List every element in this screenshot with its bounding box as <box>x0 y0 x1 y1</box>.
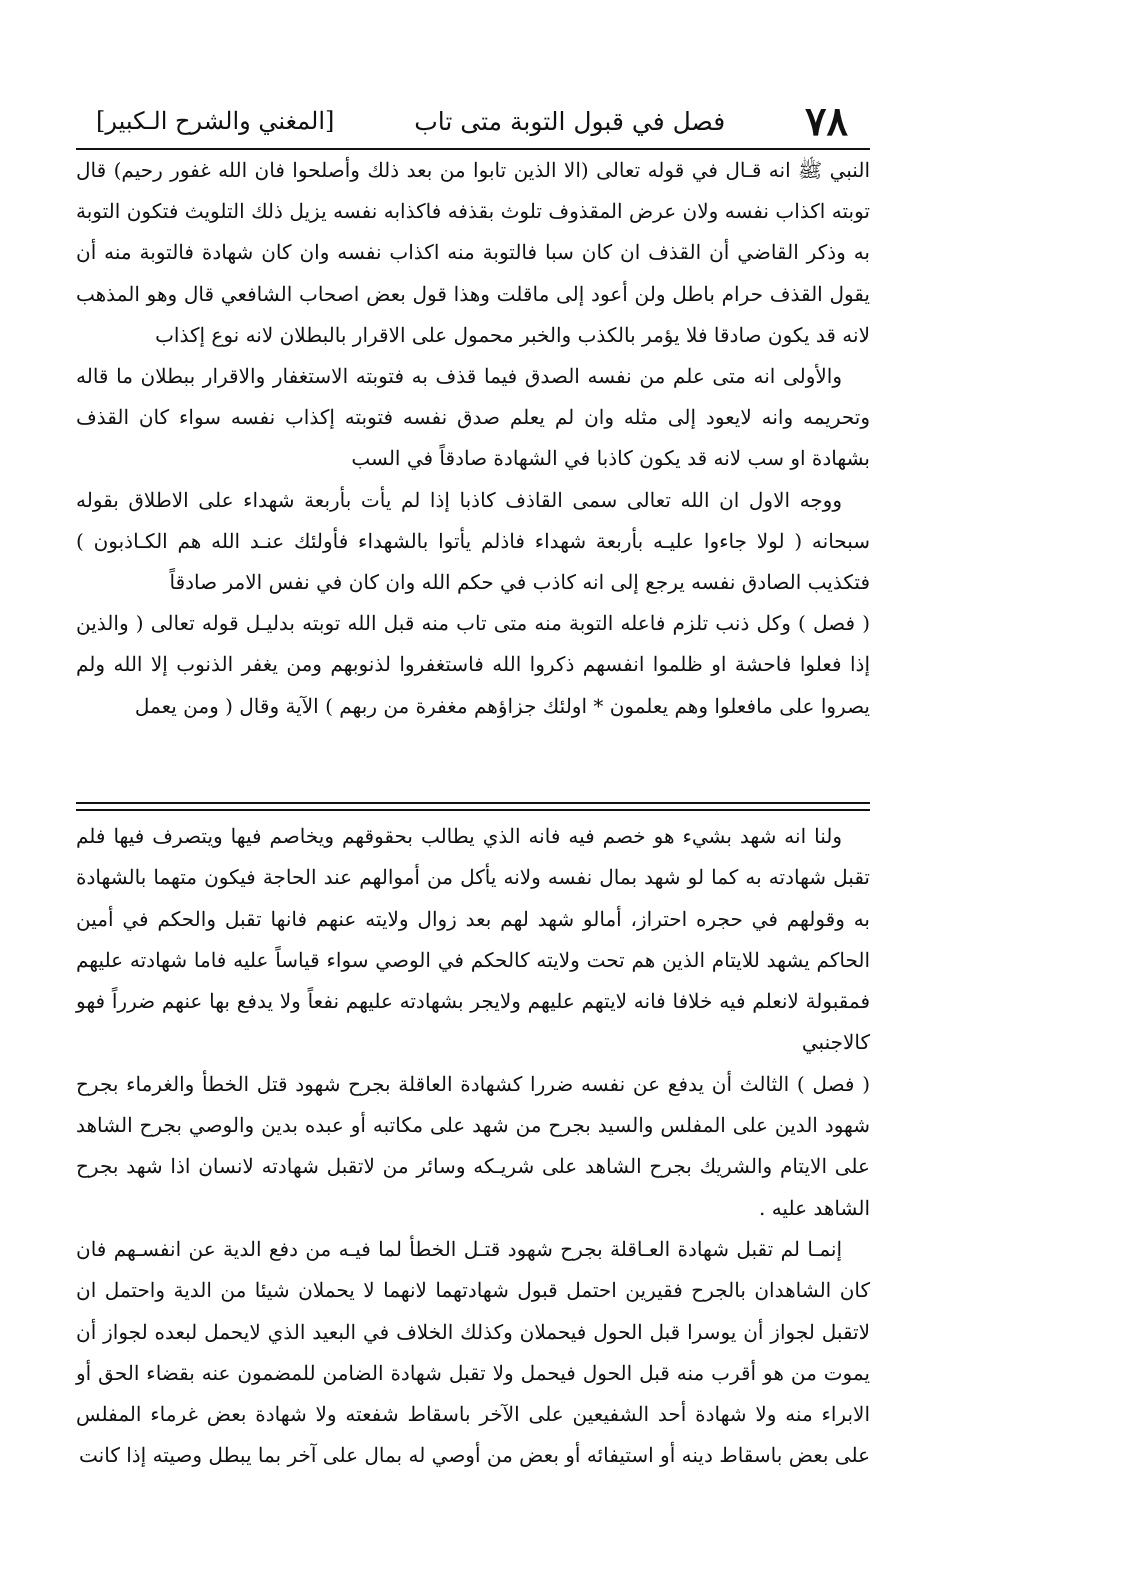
book-title: [المغني والشرح الـكبير] <box>96 107 335 135</box>
main-paragraph: النبي ﷺ انه قـال في قوله تعالى (الا الذين تابوا من بعد ذلك وأصلحوا فان الله غفور رحيم) قال توبته اكذاب نفسه ولان عرض المقذوف تلوث بقذفه فاكذابه نفسه يزيل ذلك التلويث فتكون التوبة به وذكر القاضي أن القذف ان كان سبا فالتوبة منه اكذاب نفسه وان كان شهادة فالتوبة منه أن يقول القذف حرام باطل ولن أعود إلى ماقلت وهذا قول بعض اصحاب الشافعي قال وهو المذهب لانه قد يكون صادقا فلا يؤمر بالكذب والخبر محمول على الاقرار بالبطلان لانه نوع إكذاب <box>76 158 870 347</box>
commentary-text <box>76 816 870 1477</box>
page-number: ٧٨ <box>805 97 848 145</box>
section-divider-top <box>76 802 870 804</box>
main-paragraph: والأولى انه متى علم من نفسه الصدق فيما قذف به فتوبته الاستغفار والاقرار ببطلان ما قاله وتحريمه وانه لايعود إلى مثله وان لم يعلم صدق نفسه فتوبته إكذاب نفسه سواء كان القذف بشهادة او سب لانه قد يكون كاذبا في الشهادة صادقاً في السب <box>76 364 870 471</box>
commentary-paragraph: إنمـا لم تقبل شهادة العـاقلة بجرح شهود قتـل الخطأ لما فيـه من دفع الدية عن انفسـهم فان كان الشاهدان بالجرح فقيرين احتمل قبول شهادتهما لانهما لا يحملان شيئا من الدية واحتمل ان لاتقبل لجواز أن يوسرا قبل الحول فيحملان وكذلك الخلاف في البعيد الذي لايحمل لبعده لجواز أن يموت من هو أقرب منه قبل الحول فيحمل ولا تقبل شهادة الضامن للمضمون عنه بقضاء الحق أو الابراء منه ولا شهادة أحد الشفيعين على الآخر باسقاط شفعته ولا شهادة بعض غرماء المفلس على بعض باسقاط دينه أو استيفائه أو بعض من أوصي له بمال على آخر بما يبطل وصيته إذا كانت <box>76 1236 870 1468</box>
main-paragraph: ووجه الاول ان الله تعالى سمى القاذف كاذبا إذا لم يأت بأربعة شهداء على الاطلاق بقوله سبحانه ( لولا جاءوا عليـه بأربعة شهداء فاذلم يأتوا بالشهداء فأولئك عنـد الله هم الكـاذبون ) فتكذيب الصادق نفسه يرجع إلى انه كاذب في حكم الله وان كان في نفس الامر صادقاً <box>76 487 870 595</box>
main-text <box>76 150 870 727</box>
commentary-paragraph: ولنا انه شهد بشيء هو خصم فيه فانه الذي يطالب بحقوقهم ويخاصم فيها ويتصرف فيها فلم تقبل شهادته به كما لو شهد بمال نفسه ولانه يأكل من أموالهم عند الحاجة فيكون متهما بالشهادة به وقولهم في حجره احتراز، أمالو شهد لهم بعد زوال ولايته عنهم فانها تقبل والحكم في أمين الحاكم يشهد للايتام الذين هم تحت ولايته كالحكم في الوصي سواء قياساً عليه فاما شهادته عليهم فمقبولة لانعلم فيه خلافا فانه لايتهم عليهم ولايجر بشهادته عليهم نفعاً ولا يدفع بها عنهم ضرراً فهو كالاجنبي <box>76 824 871 1055</box>
commentary-paragraph: ( فصل ) الثالث أن يدفع عن نفسه ضررا كشهادة العاقلة بجرح شهود قتل الخطأ والغرماء بجرح شهود الدين على المفلس والسيد بجرح من شهد على مكاتبه أو عبده بدين والوصي بجرح الشاهد على الايتام والشريك بجرح الشاهد على شريـكه وسائر من لاتقبل شهادته لانسان اذا شهد بجرح الشاهد عليه . <box>76 1071 870 1220</box>
running-title: فصل في قبول التوبة متى تاب <box>414 106 726 136</box>
page-header <box>96 96 848 146</box>
main-paragraph: ( فصل ) وكل ذنب تلزم فاعله التوبة منه متى تاب منه قبل الله توبته بدليـل قوله تعالى ( والذين إذا فعلوا فاحشة او ظلموا انفسهم ذكروا الله فاستغفروا لذنوبهم ومن يغفر الذنوب إلا الله ولم يصروا على مافعلوا وهم يعلمون * اولئك جزاؤهم مغفرة من ربهم ) الآية وقال ( ومن يعمل <box>76 611 870 718</box>
section-divider-bottom <box>76 809 870 811</box>
